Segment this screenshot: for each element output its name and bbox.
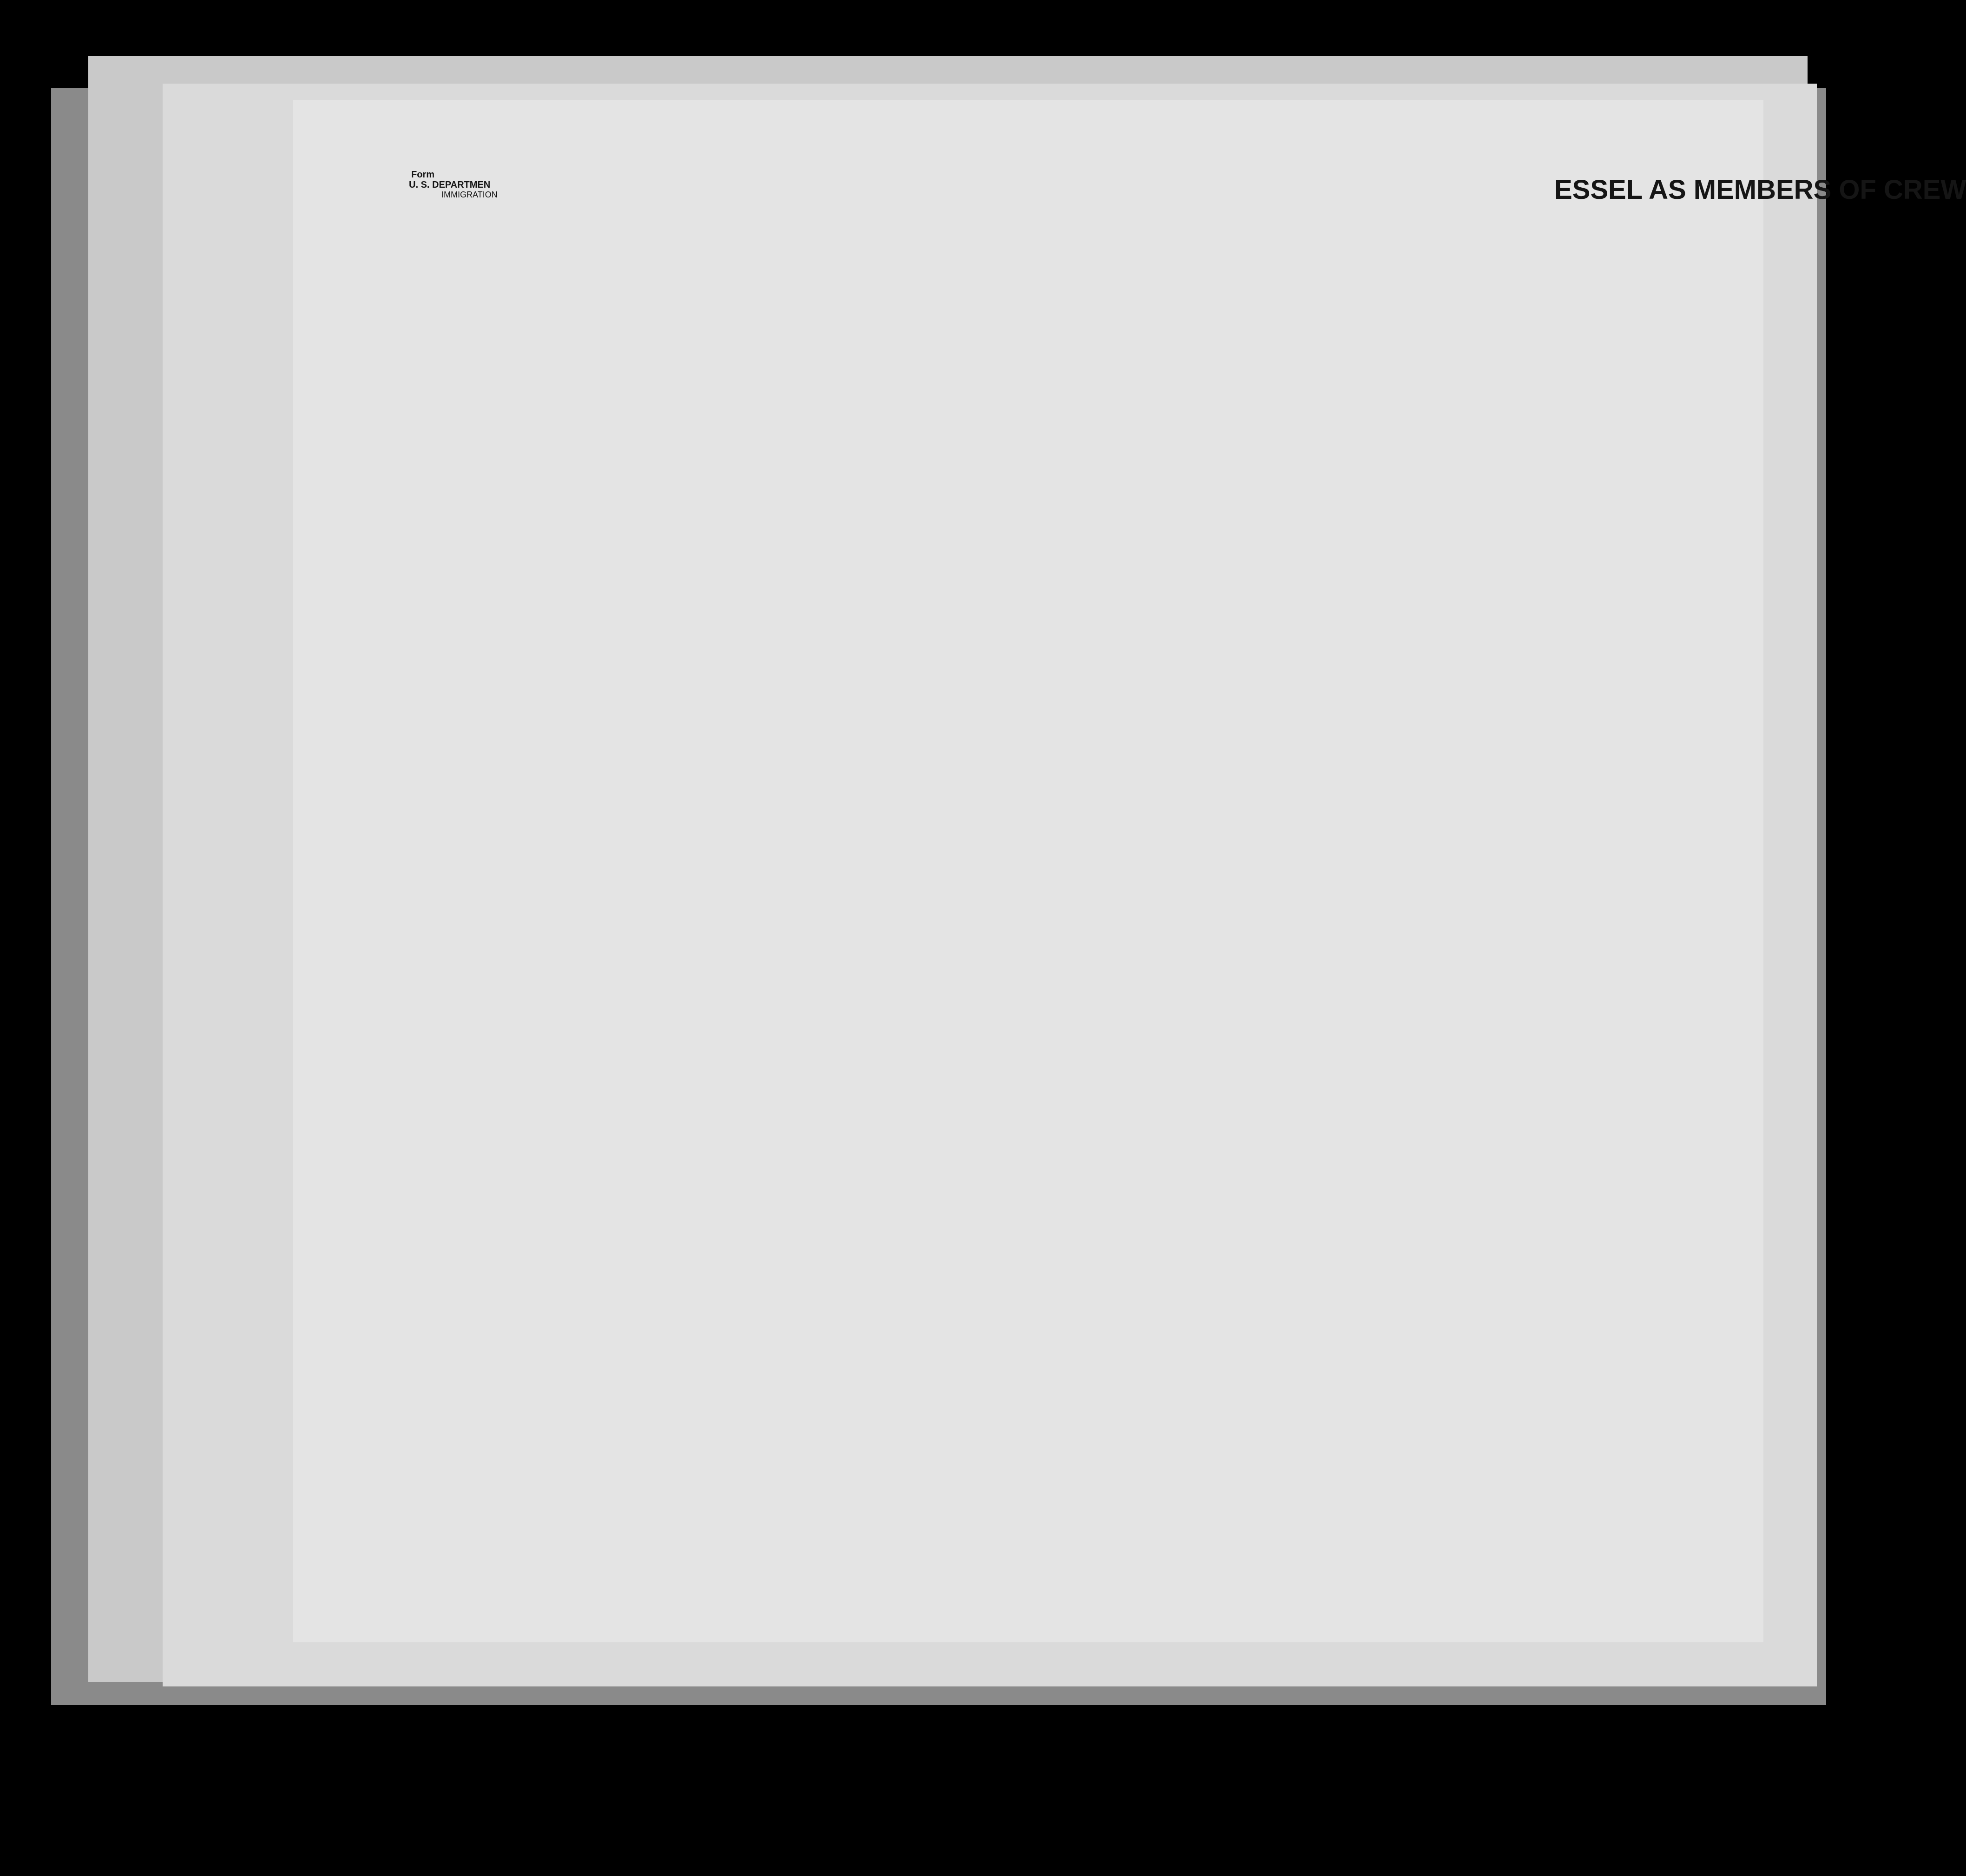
crew-manifest-sheet xyxy=(293,100,1966,1642)
department-label: U. S. DEPARTMEN xyxy=(409,180,491,190)
immigration-label: IMMIGRATION xyxy=(441,190,498,199)
form-label: Form xyxy=(411,170,434,180)
manifest-title: ESSEL AS MEMBERS OF CREW xyxy=(1554,175,1966,205)
